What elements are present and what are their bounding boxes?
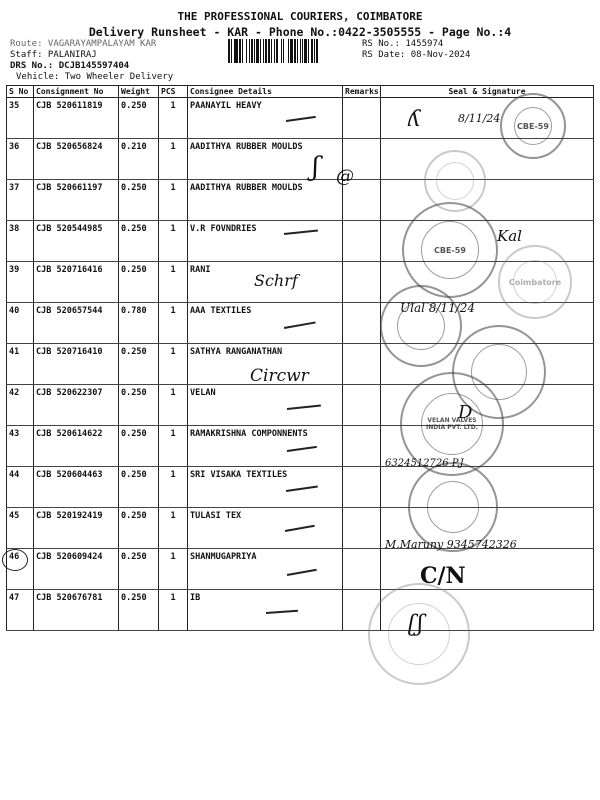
cell-consignee: SRI VISAKA TEXTILES bbox=[188, 467, 343, 508]
cell-weight: 0.250 bbox=[119, 467, 159, 508]
signature-aaa: Ulal 8/11/24 bbox=[400, 301, 476, 315]
cell-consignment-no: CJB 520614622 bbox=[34, 426, 119, 467]
cell-remarks bbox=[343, 426, 381, 467]
cell-consignee: SATHYA RANGANATHAN bbox=[188, 344, 343, 385]
cell-pcs: 1 bbox=[159, 508, 188, 549]
cell-remarks bbox=[343, 508, 381, 549]
cell-sno: 37 bbox=[7, 180, 34, 221]
cell-remarks bbox=[343, 262, 381, 303]
cell-sno: 47 bbox=[7, 590, 34, 631]
signature-ib: ʗʃ bbox=[408, 612, 424, 637]
cell-consignee: AADITHYA RUBBER MOULDS bbox=[188, 180, 343, 221]
cell-consignee: PAANAYIL HEAVY bbox=[188, 98, 343, 139]
table-row bbox=[7, 549, 594, 590]
cell-consignment-no: CJB 520609424 bbox=[34, 549, 119, 590]
col-pcs: PCS bbox=[159, 86, 188, 98]
cell-consignment-no: CJB 520676781 bbox=[34, 590, 119, 631]
cell-sno: 36 bbox=[7, 139, 34, 180]
coimbatore-stamp bbox=[498, 245, 572, 319]
cell-sno: 45 bbox=[7, 508, 34, 549]
cell-remarks bbox=[343, 467, 381, 508]
rs-number: RS No.: 1455974 bbox=[362, 39, 444, 49]
cell-seal-signature bbox=[381, 139, 594, 180]
cell-consignment-no: CJB 520544985 bbox=[34, 221, 119, 262]
cell-consignee: VELAN bbox=[188, 385, 343, 426]
cell-consignment-no: CJB 520656824 bbox=[34, 139, 119, 180]
cell-weight: 0.250 bbox=[119, 180, 159, 221]
signature-aadithya: ʃ bbox=[312, 152, 320, 182]
cell-remarks bbox=[343, 221, 381, 262]
cell-consignment-no: CJB 520611819 bbox=[34, 98, 119, 139]
company-title: THE PROFESSIONAL COURIERS, COIMBATORE bbox=[177, 10, 423, 23]
runsheet-title: Delivery Runsheet - KAR - Phone No.:0422-3505555 - Page No.:4 bbox=[88, 25, 512, 39]
cell-consignee: IB bbox=[188, 590, 343, 631]
cell-weight: 0.250 bbox=[119, 221, 159, 262]
cell-weight: 0.250 bbox=[119, 590, 159, 631]
vehicle-label: Vehicle: Two Wheeler Delivery bbox=[16, 72, 174, 82]
date-paanayil: 8/11/24 bbox=[458, 112, 501, 125]
vr-foundries-stamp bbox=[402, 202, 498, 298]
cell-seal-signature bbox=[381, 180, 594, 221]
cell-pcs: 1 bbox=[159, 590, 188, 631]
cell-weight: 0.780 bbox=[119, 303, 159, 344]
stamp-label: Coimbatore bbox=[513, 260, 557, 304]
cell-sno: 41 bbox=[7, 344, 34, 385]
signature-rani: Schrf bbox=[254, 271, 298, 290]
stamp-label: VELAN VALVES INDIA PVT. LTD. bbox=[421, 393, 483, 455]
cell-weight: 0.250 bbox=[119, 549, 159, 590]
cell-consignment-no: CJB 520716410 bbox=[34, 344, 119, 385]
cell-sno: 42 bbox=[7, 385, 34, 426]
col-sno: S No bbox=[7, 86, 34, 98]
cell-remarks bbox=[343, 303, 381, 344]
cell-pcs: 1 bbox=[159, 344, 188, 385]
staff-label: Staff: PALANIRAJ bbox=[10, 50, 97, 60]
col-consignee: Consignee Details bbox=[188, 86, 343, 98]
col-remarks: Remarks bbox=[343, 86, 381, 98]
circled-row-46 bbox=[2, 549, 28, 571]
cell-consignment-no: CJB 520192419 bbox=[34, 508, 119, 549]
cell-consignment-no: CJB 520661197 bbox=[34, 180, 119, 221]
cell-weight: 0.250 bbox=[119, 262, 159, 303]
cell-consignee: V.R FOVNDRIES bbox=[188, 221, 343, 262]
cell-consignee: TULASI TEX bbox=[188, 508, 343, 549]
cell-consignment-no: CJB 520604463 bbox=[34, 467, 119, 508]
cell-sno: 38 bbox=[7, 221, 34, 262]
table-row bbox=[7, 180, 594, 221]
drs-number: DRS No.: DCJB145597404 bbox=[10, 61, 130, 71]
cell-pcs: 1 bbox=[159, 98, 188, 139]
cell-consignment-no: CJB 520716416 bbox=[34, 262, 119, 303]
signature-sathya: Circwr bbox=[250, 366, 309, 386]
col-weight: Weight bbox=[119, 86, 159, 98]
table-row bbox=[7, 590, 594, 631]
stamp-label: CBE-59 bbox=[421, 221, 479, 279]
cell-weight: 0.210 bbox=[119, 139, 159, 180]
cell-consignee: SHANMUGAPRIYA bbox=[188, 549, 343, 590]
cell-pcs: 1 bbox=[159, 139, 188, 180]
round-stamp bbox=[500, 93, 566, 159]
signature-vr: Kal bbox=[497, 227, 522, 245]
cell-pcs: 1 bbox=[159, 426, 188, 467]
cell-sno: 35 bbox=[7, 98, 34, 139]
cell-sno: 44 bbox=[7, 467, 34, 508]
cell-weight: 0.250 bbox=[119, 426, 159, 467]
cell-pcs: 1 bbox=[159, 180, 188, 221]
cell-consignment-no: CJB 520657544 bbox=[34, 303, 119, 344]
col-seal-signature: Seal & Signature bbox=[381, 86, 594, 98]
cell-consignee: RAMAKRISHNA COMPONNENTS bbox=[188, 426, 343, 467]
cell-consignee: RANI bbox=[188, 262, 343, 303]
cell-consignee: AADITHYA RUBBER MOULDS bbox=[188, 139, 343, 180]
cell-pcs: 1 bbox=[159, 262, 188, 303]
cell-pcs: 1 bbox=[159, 221, 188, 262]
cell-weight: 0.250 bbox=[119, 344, 159, 385]
cell-weight: 0.250 bbox=[119, 385, 159, 426]
barcode bbox=[228, 39, 352, 63]
signature-tulasi: M.Maruny 9345742326 bbox=[385, 538, 517, 551]
cell-pcs: 1 bbox=[159, 549, 188, 590]
cell-weight: 0.250 bbox=[119, 98, 159, 139]
cell-sno: 39 bbox=[7, 262, 34, 303]
cell-pcs: 1 bbox=[159, 385, 188, 426]
cell-remarks bbox=[343, 344, 381, 385]
cell-remarks bbox=[343, 385, 381, 426]
cell-consignment-no: CJB 520622307 bbox=[34, 385, 119, 426]
aaa-stamp bbox=[380, 285, 462, 367]
rs-date: RS Date: 08-Nov-2024 bbox=[362, 50, 471, 60]
cell-remarks bbox=[343, 549, 381, 590]
cell-consignee: AAA TEXTILES bbox=[188, 303, 343, 344]
col-consignment-no: Consignment No bbox=[34, 86, 119, 98]
cell-sno: 40 bbox=[7, 303, 34, 344]
table-row bbox=[7, 426, 594, 467]
cell-remarks bbox=[343, 98, 381, 139]
phone-ramakrishna: 6324512726 P.J bbox=[385, 458, 464, 469]
cell-pcs: 1 bbox=[159, 467, 188, 508]
cell-sno: 43 bbox=[7, 426, 34, 467]
table-header-row bbox=[7, 86, 594, 98]
stamp-label: CBE-59 bbox=[514, 107, 552, 145]
mark-velan: D bbox=[458, 402, 473, 423]
signature-paanayil: ʎ bbox=[408, 107, 421, 132]
signature-aadithya-2: @ bbox=[336, 166, 354, 187]
mark-shanmugapriya: C/N bbox=[420, 563, 466, 589]
cell-sno: 46 bbox=[7, 549, 34, 590]
route-label: Route: VAGARAYAMPALAYAM KAR bbox=[10, 39, 157, 49]
cell-weight: 0.250 bbox=[119, 508, 159, 549]
cell-pcs: 1 bbox=[159, 303, 188, 344]
